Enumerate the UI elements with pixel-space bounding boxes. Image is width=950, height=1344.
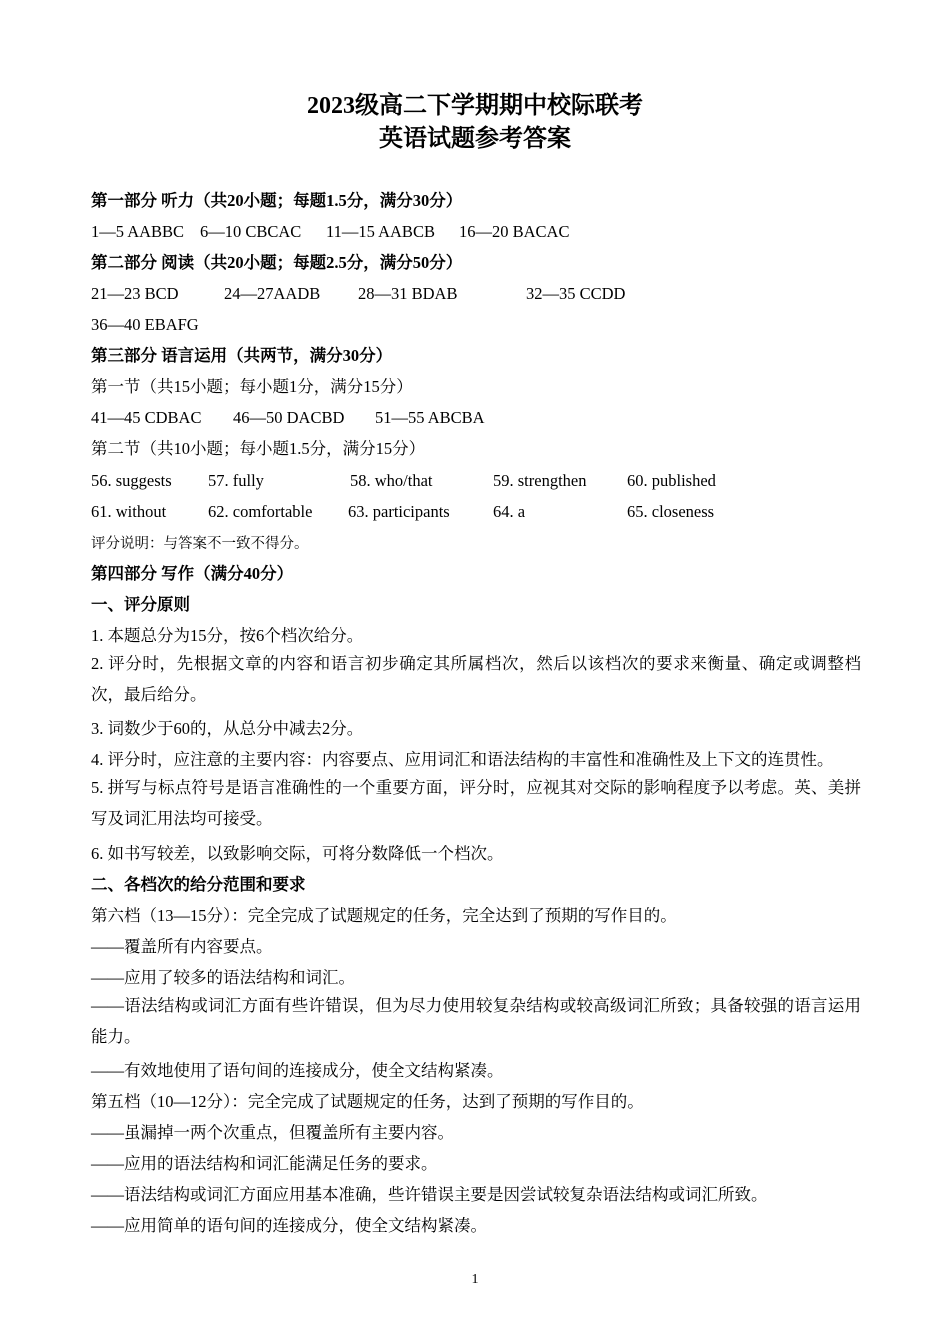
part1-answer: 1—5 AABBC [91,222,185,241]
part3-section2-answer: 58. who/that [350,471,433,490]
level5-item: ——语法结构或词汇方面应用基本准确，些许错误主要是因尝试较复杂语法结构或词汇所致。 [91,1185,768,1204]
part3-section1-answer: 46—50 DACBD [233,408,345,427]
level5-item: ——应用简单的语句间的连接成分，使全文结构紧凑。 [91,1216,487,1235]
part2-answer: 32—35 CCDD [526,284,626,303]
part2-heading: 第二部分 阅读（共20小题；每题2.5分，满分50分） [91,253,463,272]
levels-heading: 二、各档次的给分范围和要求 [91,875,306,894]
level6-item: ——有效地使用了语句间的连接成分，使全文结构紧凑。 [91,1061,504,1080]
part3-section2-answer: 59. strengthen [493,471,587,490]
part3-heading: 第三部分 语言运用（共两节，满分30分） [91,346,393,365]
level6-item: ——应用了较多的语法结构和词汇。 [91,968,355,987]
document-title: 2023级高二下学期期中校际联考 [307,93,643,119]
part1-answer: 11—15 AABCB [326,222,435,241]
level6-heading: 第六档（13—15分）：完全完成了试题规定的任务，完全达到了预期的写作目的。 [91,906,677,925]
part3-section2-answer: 65. closeness [627,502,715,521]
principle-item: 3. 词数少于60的，从总分中减去2分。 [91,719,364,738]
level5-heading: 第五档（10—12分）：完全完成了试题规定的任务，达到了预期的写作目的。 [91,1092,644,1111]
part3-section2-answer: 62. comfortable [208,502,313,521]
principles-heading: 一、评分原则 [91,595,190,614]
part3-section2-answer: 61. without [91,502,167,521]
page-number: 1 [471,1272,479,1287]
part2-answer: 24—27AADB [224,284,321,303]
part4-heading: 第四部分 写作（满分40分） [91,564,294,583]
level6-item: ——覆盖所有内容要点。 [91,937,273,956]
principle-item: 5. 拼写与标点符号是语言准确性的一个重要方面，评分时，应视其对交际的影响程度予以考虑。英、美拼写及词汇用法均可接受。 [91,778,861,828]
part3-section1-heading: 第一节（共15小题；每小题1分，满分15分） [91,377,413,396]
part3-section2-answer: 64. a [493,502,526,521]
principle-item: 2. 评分时，先根据文章的内容和语言初步确定其所属档次，然后以该档次的要求来衡量、确定或调整档次，最后给分。 [91,654,861,704]
part1-answer: 16—20 BACAC [459,222,570,241]
level5-item: ——虽漏掉一两个次重点，但覆盖所有主要内容。 [91,1123,454,1142]
document-subtitle: 英语试题参考答案 [379,126,571,152]
level5-item: ——应用的语法结构和词汇能满足任务的要求。 [91,1154,438,1173]
part3-section1-answer: 41—45 CDBAC [91,408,202,427]
part2-answer: 21—23 BCD [91,284,179,303]
scoring-note: 评分说明：与答案不一致不得分。 [91,536,309,552]
level6-item: ——语法结构或词汇方面有些许错误，但为尽力使用较复杂结构或较高级词汇所致；具备较强的语言运用能力。 [91,996,861,1046]
part2-answer: 28—31 BDAB [358,284,458,303]
principle-item: 6. 如书写较差，以致影响交际，可将分数降低一个档次。 [91,844,504,863]
part3-section2-answer: 60. published [627,471,716,490]
part3-section2-answer: 63. participants [348,502,450,521]
part1-heading: 第一部分 听力（共20小题；每题1.5分，满分30分） [91,191,463,210]
part3-section2-heading: 第二节（共10小题；每小题1.5分，满分15分） [91,439,426,458]
principle-item: 4. 评分时，应注意的主要内容：内容要点、应用词汇和语法结构的丰富性和准确性及上下文的连贯性。 [91,750,834,769]
part3-section2-answer: 57. fully [208,471,264,490]
principle-item: 1. 本题总分为15分，按6个档次给分。 [91,626,364,645]
part3-section1-answer: 51—55 ABCBA [375,408,485,427]
part3-section2-answer: 56. suggests [91,471,172,490]
part1-answer: 6—10 CBCAC [200,222,302,241]
part2-answer: 36—40 EBAFG [91,315,199,334]
